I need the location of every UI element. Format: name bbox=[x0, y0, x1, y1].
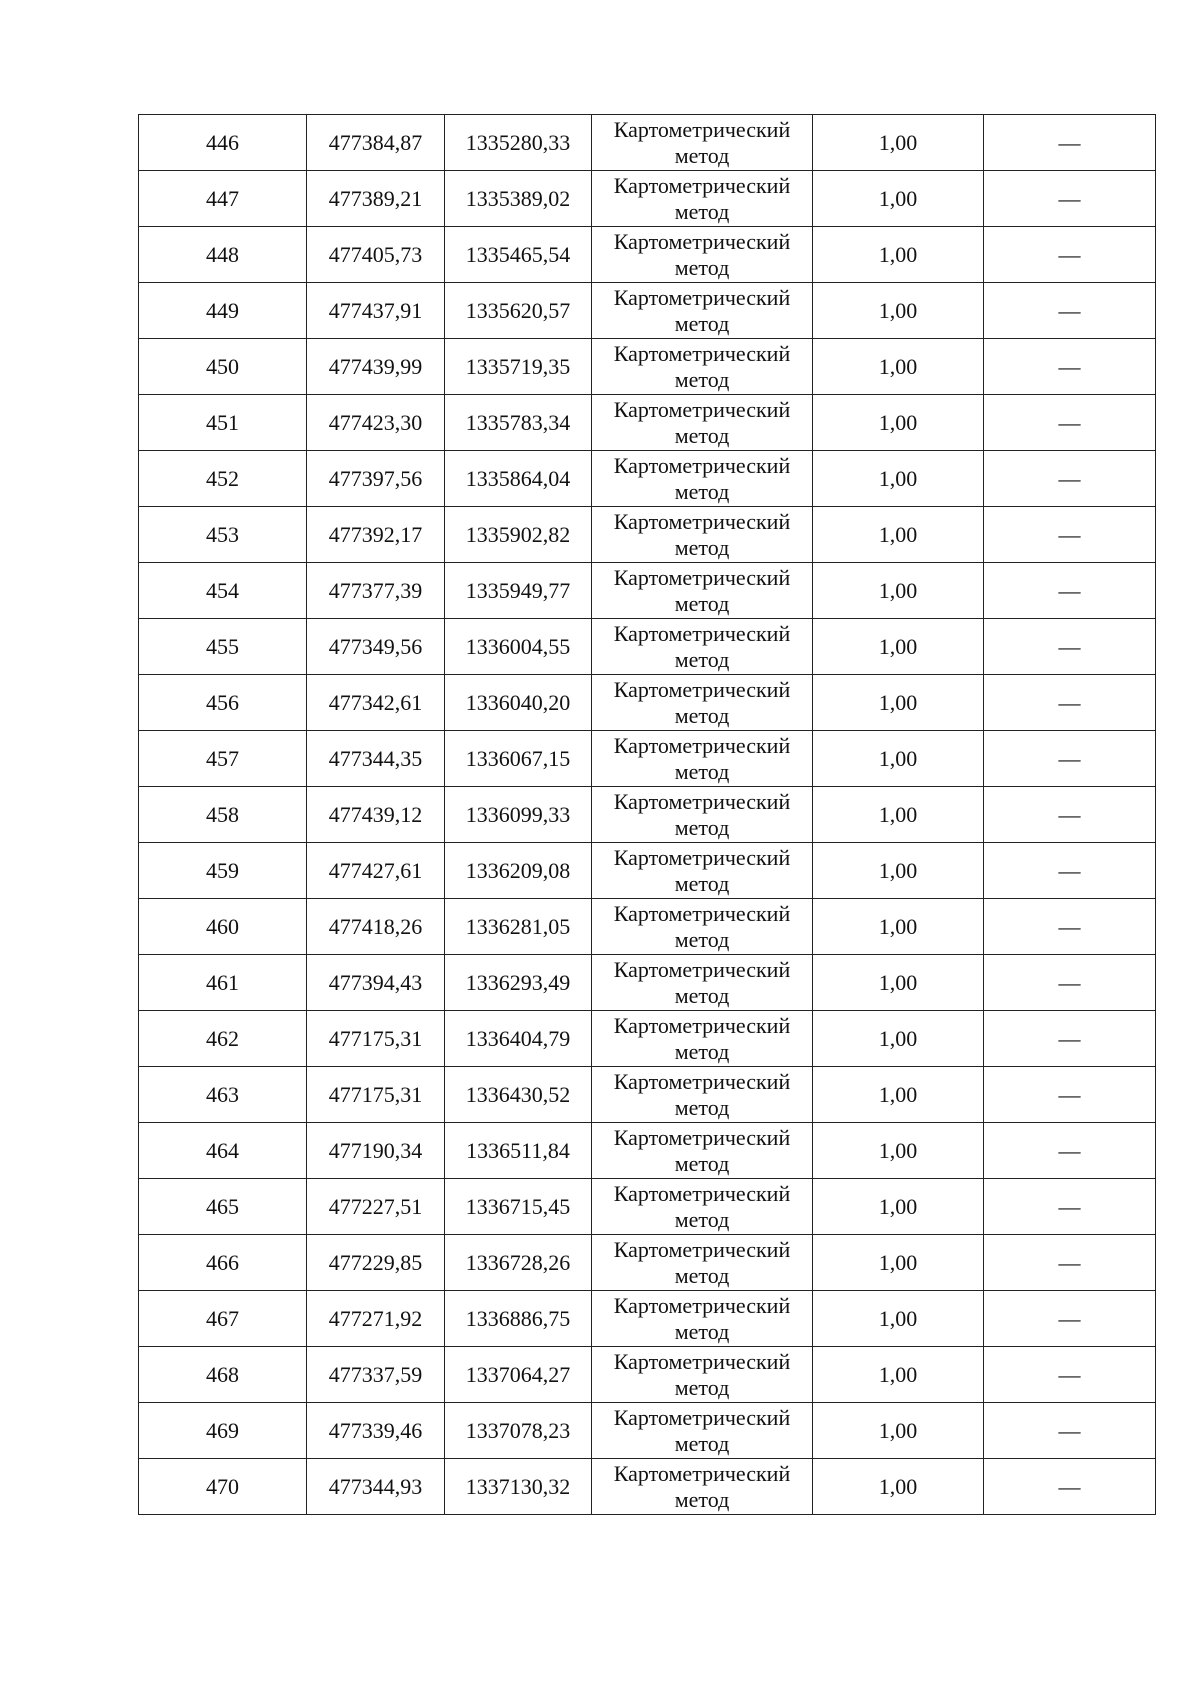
point-number-cell: 446 bbox=[139, 115, 307, 171]
method-cell bbox=[592, 1459, 813, 1515]
method-line-1: Картометрический bbox=[613, 396, 791, 422]
table-row bbox=[139, 955, 1156, 1011]
point-number-cell: 467 bbox=[139, 1291, 307, 1347]
accuracy-cell: 1,00 bbox=[813, 899, 984, 955]
note-cell: — bbox=[984, 619, 1156, 675]
point-number-cell: 448 bbox=[139, 227, 307, 283]
method-line-1: Картометрический bbox=[613, 1180, 791, 1206]
method-line-1: Картометрический bbox=[613, 956, 791, 982]
method-line-1: Картометрический bbox=[613, 116, 791, 142]
method-line-2: метод bbox=[674, 926, 730, 952]
x-coordinate-cell: 477377,39 bbox=[307, 563, 445, 619]
point-number-cell: 460 bbox=[139, 899, 307, 955]
method-cell bbox=[592, 339, 813, 395]
table-row bbox=[139, 1347, 1156, 1403]
table-row bbox=[139, 787, 1156, 843]
y-coordinate-cell: 1336511,84 bbox=[445, 1123, 592, 1179]
point-number-cell: 449 bbox=[139, 283, 307, 339]
accuracy-cell: 1,00 bbox=[813, 227, 984, 283]
method-cell bbox=[592, 1179, 813, 1235]
y-coordinate-cell: 1335389,02 bbox=[445, 171, 592, 227]
table-row bbox=[139, 1235, 1156, 1291]
method-cell bbox=[592, 899, 813, 955]
note-cell: — bbox=[984, 787, 1156, 843]
y-coordinate-cell: 1335902,82 bbox=[445, 507, 592, 563]
table-row bbox=[139, 451, 1156, 507]
method-cell bbox=[592, 1347, 813, 1403]
accuracy-cell: 1,00 bbox=[813, 619, 984, 675]
method-line-1: Картометрический bbox=[613, 1124, 791, 1150]
point-number-cell: 459 bbox=[139, 843, 307, 899]
note-cell: — bbox=[984, 283, 1156, 339]
accuracy-cell: 1,00 bbox=[813, 1179, 984, 1235]
method-line-1: Картометрический bbox=[613, 452, 791, 478]
method-line-2: метод bbox=[674, 422, 730, 448]
x-coordinate-cell: 477227,51 bbox=[307, 1179, 445, 1235]
accuracy-cell: 1,00 bbox=[813, 843, 984, 899]
accuracy-cell: 1,00 bbox=[813, 731, 984, 787]
method-line-2: метод bbox=[674, 310, 730, 336]
method-line-2: метод bbox=[674, 1262, 730, 1288]
method-line-1: Картометрический bbox=[613, 1292, 791, 1318]
y-coordinate-cell: 1336004,55 bbox=[445, 619, 592, 675]
accuracy-cell: 1,00 bbox=[813, 563, 984, 619]
x-coordinate-cell: 477405,73 bbox=[307, 227, 445, 283]
note-cell: — bbox=[984, 1179, 1156, 1235]
point-number-cell: 461 bbox=[139, 955, 307, 1011]
method-line-1: Картометрический bbox=[613, 172, 791, 198]
method-cell bbox=[592, 1123, 813, 1179]
method-line-2: метод bbox=[674, 1430, 730, 1456]
method-cell bbox=[592, 731, 813, 787]
accuracy-cell: 1,00 bbox=[813, 395, 984, 451]
point-number-cell: 468 bbox=[139, 1347, 307, 1403]
method-cell bbox=[592, 843, 813, 899]
table-row bbox=[139, 395, 1156, 451]
point-number-cell: 462 bbox=[139, 1011, 307, 1067]
note-cell: — bbox=[984, 955, 1156, 1011]
table-row bbox=[139, 619, 1156, 675]
accuracy-cell: 1,00 bbox=[813, 451, 984, 507]
note-cell: — bbox=[984, 899, 1156, 955]
x-coordinate-cell: 477344,35 bbox=[307, 731, 445, 787]
accuracy-cell: 1,00 bbox=[813, 1347, 984, 1403]
x-coordinate-cell: 477175,31 bbox=[307, 1011, 445, 1067]
y-coordinate-cell: 1335864,04 bbox=[445, 451, 592, 507]
method-line-2: метод bbox=[674, 870, 730, 896]
table-row bbox=[139, 1459, 1156, 1515]
point-number-cell: 455 bbox=[139, 619, 307, 675]
y-coordinate-cell: 1336209,08 bbox=[445, 843, 592, 899]
x-coordinate-cell: 477271,92 bbox=[307, 1291, 445, 1347]
table-row bbox=[139, 899, 1156, 955]
table-row bbox=[139, 731, 1156, 787]
note-cell: — bbox=[984, 1235, 1156, 1291]
y-coordinate-cell: 1337078,23 bbox=[445, 1403, 592, 1459]
table-row bbox=[139, 1123, 1156, 1179]
method-line-2: метод bbox=[674, 198, 730, 224]
point-number-cell: 469 bbox=[139, 1403, 307, 1459]
note-cell: — bbox=[984, 395, 1156, 451]
y-coordinate-cell: 1335620,57 bbox=[445, 283, 592, 339]
method-line-1: Картометрический bbox=[613, 620, 791, 646]
accuracy-cell: 1,00 bbox=[813, 1403, 984, 1459]
point-number-cell: 454 bbox=[139, 563, 307, 619]
y-coordinate-cell: 1336404,79 bbox=[445, 1011, 592, 1067]
accuracy-cell: 1,00 bbox=[813, 507, 984, 563]
note-cell: — bbox=[984, 1011, 1156, 1067]
x-coordinate-cell: 477229,85 bbox=[307, 1235, 445, 1291]
x-coordinate-cell: 477190,34 bbox=[307, 1123, 445, 1179]
note-cell: — bbox=[984, 451, 1156, 507]
method-cell bbox=[592, 563, 813, 619]
method-line-1: Картометрический bbox=[613, 1012, 791, 1038]
point-number-cell: 457 bbox=[139, 731, 307, 787]
point-number-cell: 466 bbox=[139, 1235, 307, 1291]
y-coordinate-cell: 1336715,45 bbox=[445, 1179, 592, 1235]
coordinates-table-body bbox=[139, 115, 1156, 1515]
point-number-cell: 463 bbox=[139, 1067, 307, 1123]
y-coordinate-cell: 1336430,52 bbox=[445, 1067, 592, 1123]
note-cell: — bbox=[984, 843, 1156, 899]
point-number-cell: 451 bbox=[139, 395, 307, 451]
x-coordinate-cell: 477342,61 bbox=[307, 675, 445, 731]
y-coordinate-cell: 1336040,20 bbox=[445, 675, 592, 731]
accuracy-cell: 1,00 bbox=[813, 1459, 984, 1515]
y-coordinate-cell: 1337064,27 bbox=[445, 1347, 592, 1403]
note-cell: — bbox=[984, 1403, 1156, 1459]
method-cell bbox=[592, 227, 813, 283]
method-cell bbox=[592, 787, 813, 843]
method-line-1: Картометрический bbox=[613, 788, 791, 814]
method-line-1: Картометрический bbox=[613, 1236, 791, 1262]
method-cell bbox=[592, 1403, 813, 1459]
x-coordinate-cell: 477423,30 bbox=[307, 395, 445, 451]
table-row bbox=[139, 115, 1156, 171]
method-line-2: метод bbox=[674, 814, 730, 840]
method-cell bbox=[592, 955, 813, 1011]
method-line-2: метод bbox=[674, 702, 730, 728]
accuracy-cell: 1,00 bbox=[813, 1123, 984, 1179]
accuracy-cell: 1,00 bbox=[813, 955, 984, 1011]
note-cell: — bbox=[984, 563, 1156, 619]
method-cell bbox=[592, 1235, 813, 1291]
method-line-2: метод bbox=[674, 1038, 730, 1064]
point-number-cell: 458 bbox=[139, 787, 307, 843]
point-number-cell: 452 bbox=[139, 451, 307, 507]
table-row bbox=[139, 227, 1156, 283]
y-coordinate-cell: 1336886,75 bbox=[445, 1291, 592, 1347]
note-cell: — bbox=[984, 1067, 1156, 1123]
x-coordinate-cell: 477394,43 bbox=[307, 955, 445, 1011]
x-coordinate-cell: 477344,93 bbox=[307, 1459, 445, 1515]
note-cell: — bbox=[984, 171, 1156, 227]
y-coordinate-cell: 1335465,54 bbox=[445, 227, 592, 283]
x-coordinate-cell: 477339,46 bbox=[307, 1403, 445, 1459]
x-coordinate-cell: 477392,17 bbox=[307, 507, 445, 563]
method-cell bbox=[592, 283, 813, 339]
x-coordinate-cell: 477389,21 bbox=[307, 171, 445, 227]
method-line-2: метод bbox=[674, 646, 730, 672]
method-line-1: Картометрический bbox=[613, 676, 791, 702]
x-coordinate-cell: 477427,61 bbox=[307, 843, 445, 899]
table-row bbox=[139, 1291, 1156, 1347]
note-cell: — bbox=[984, 115, 1156, 171]
note-cell: — bbox=[984, 1291, 1156, 1347]
method-line-2: метод bbox=[674, 758, 730, 784]
accuracy-cell: 1,00 bbox=[813, 339, 984, 395]
method-line-2: метод bbox=[674, 1094, 730, 1120]
note-cell: — bbox=[984, 1459, 1156, 1515]
y-coordinate-cell: 1335949,77 bbox=[445, 563, 592, 619]
method-cell bbox=[592, 171, 813, 227]
method-cell bbox=[592, 619, 813, 675]
point-number-cell: 470 bbox=[139, 1459, 307, 1515]
table-row bbox=[139, 563, 1156, 619]
accuracy-cell: 1,00 bbox=[813, 115, 984, 171]
table-row bbox=[139, 1179, 1156, 1235]
x-coordinate-cell: 477397,56 bbox=[307, 451, 445, 507]
method-line-2: метод bbox=[674, 478, 730, 504]
x-coordinate-cell: 477437,91 bbox=[307, 283, 445, 339]
table-row bbox=[139, 283, 1156, 339]
note-cell: — bbox=[984, 507, 1156, 563]
accuracy-cell: 1,00 bbox=[813, 675, 984, 731]
point-number-cell: 464 bbox=[139, 1123, 307, 1179]
method-line-2: метод bbox=[674, 254, 730, 280]
table-row bbox=[139, 1011, 1156, 1067]
x-coordinate-cell: 477439,12 bbox=[307, 787, 445, 843]
method-line-2: метод bbox=[674, 142, 730, 168]
method-line-2: метод bbox=[674, 982, 730, 1008]
accuracy-cell: 1,00 bbox=[813, 283, 984, 339]
accuracy-cell: 1,00 bbox=[813, 1235, 984, 1291]
x-coordinate-cell: 477337,59 bbox=[307, 1347, 445, 1403]
y-coordinate-cell: 1335719,35 bbox=[445, 339, 592, 395]
table-row bbox=[139, 339, 1156, 395]
method-cell bbox=[592, 507, 813, 563]
y-coordinate-cell: 1335783,34 bbox=[445, 395, 592, 451]
method-cell bbox=[592, 1291, 813, 1347]
y-coordinate-cell: 1336293,49 bbox=[445, 955, 592, 1011]
y-coordinate-cell: 1336281,05 bbox=[445, 899, 592, 955]
method-line-1: Картометрический bbox=[613, 1460, 791, 1486]
point-number-cell: 456 bbox=[139, 675, 307, 731]
accuracy-cell: 1,00 bbox=[813, 787, 984, 843]
accuracy-cell: 1,00 bbox=[813, 1291, 984, 1347]
y-coordinate-cell: 1335280,33 bbox=[445, 115, 592, 171]
note-cell: — bbox=[984, 1347, 1156, 1403]
x-coordinate-cell: 477439,99 bbox=[307, 339, 445, 395]
method-cell bbox=[592, 115, 813, 171]
accuracy-cell: 1,00 bbox=[813, 1067, 984, 1123]
x-coordinate-cell: 477349,56 bbox=[307, 619, 445, 675]
method-line-1: Картометрический bbox=[613, 340, 791, 366]
x-coordinate-cell: 477175,31 bbox=[307, 1067, 445, 1123]
method-line-1: Картометрический bbox=[613, 1404, 791, 1430]
method-line-1: Картометрический bbox=[613, 900, 791, 926]
accuracy-cell: 1,00 bbox=[813, 171, 984, 227]
method-line-1: Картометрический bbox=[613, 508, 791, 534]
y-coordinate-cell: 1336728,26 bbox=[445, 1235, 592, 1291]
y-coordinate-cell: 1337130,32 bbox=[445, 1459, 592, 1515]
coordinates-table bbox=[138, 114, 1156, 1515]
table-row bbox=[139, 1067, 1156, 1123]
point-number-cell: 453 bbox=[139, 507, 307, 563]
x-coordinate-cell: 477418,26 bbox=[307, 899, 445, 955]
method-line-1: Картометрический bbox=[613, 284, 791, 310]
method-line-2: метод bbox=[674, 534, 730, 560]
method-line-1: Картометрический bbox=[613, 1348, 791, 1374]
method-cell bbox=[592, 451, 813, 507]
method-line-1: Картометрический bbox=[613, 564, 791, 590]
table-row bbox=[139, 1403, 1156, 1459]
method-line-1: Картометрический bbox=[613, 228, 791, 254]
method-cell bbox=[592, 1067, 813, 1123]
y-coordinate-cell: 1336099,33 bbox=[445, 787, 592, 843]
accuracy-cell: 1,00 bbox=[813, 1011, 984, 1067]
point-number-cell: 450 bbox=[139, 339, 307, 395]
method-line-1: Картометрический bbox=[613, 844, 791, 870]
table-row bbox=[139, 507, 1156, 563]
method-line-2: метод bbox=[674, 1318, 730, 1344]
table-row bbox=[139, 843, 1156, 899]
note-cell: — bbox=[984, 675, 1156, 731]
y-coordinate-cell: 1336067,15 bbox=[445, 731, 592, 787]
point-number-cell: 447 bbox=[139, 171, 307, 227]
method-line-2: метод bbox=[674, 366, 730, 392]
point-number-cell: 465 bbox=[139, 1179, 307, 1235]
method-line-2: метод bbox=[674, 590, 730, 616]
method-line-1: Картометрический bbox=[613, 732, 791, 758]
method-line-1: Картометрический bbox=[613, 1068, 791, 1094]
note-cell: — bbox=[984, 1123, 1156, 1179]
method-line-2: метод bbox=[674, 1374, 730, 1400]
x-coordinate-cell: 477384,87 bbox=[307, 115, 445, 171]
method-cell bbox=[592, 675, 813, 731]
method-line-2: метод bbox=[674, 1150, 730, 1176]
table-row bbox=[139, 675, 1156, 731]
note-cell: — bbox=[984, 731, 1156, 787]
note-cell: — bbox=[984, 339, 1156, 395]
table-row bbox=[139, 171, 1156, 227]
note-cell: — bbox=[984, 227, 1156, 283]
method-cell bbox=[592, 1011, 813, 1067]
method-line-2: метод bbox=[674, 1206, 730, 1232]
method-cell bbox=[592, 395, 813, 451]
method-line-2: метод bbox=[674, 1486, 730, 1512]
